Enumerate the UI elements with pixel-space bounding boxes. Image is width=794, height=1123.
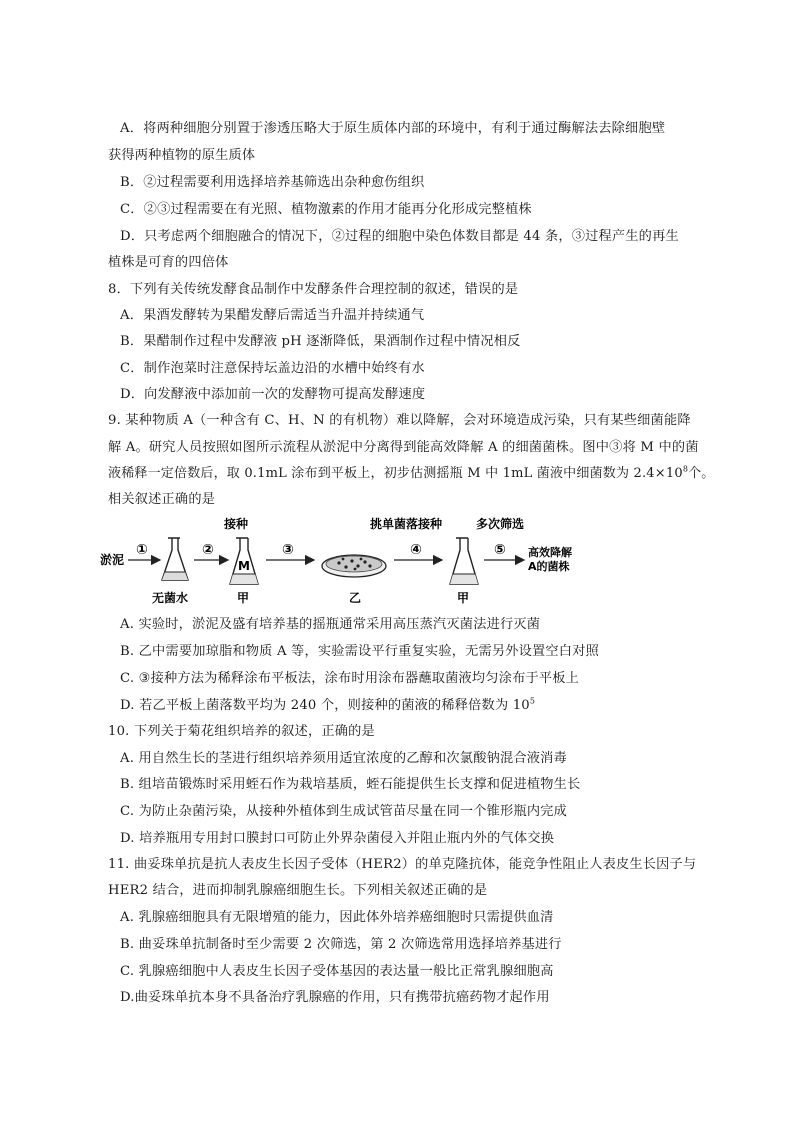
- q10-option-d: D. 培养瓶用专用封口膜封口可防止外界杂菌侵入并阻止瓶内外的气体交换: [120, 831, 555, 846]
- label-yi: 乙: [349, 591, 362, 605]
- q7-option-c: C．②③过程需要在有光照、植物激素的作用才能再分化形成完整植株: [120, 202, 532, 217]
- q11-option-c: C. 乳腺癌细胞中人表皮生长因子受体基因的表达量一般比正常乳腺细胞高: [120, 964, 554, 979]
- q10-option-b: B. 组培苗锻炼时采用蛭石作为栽培基质，蛭石能提供生长支撑和促进植物生长: [120, 777, 581, 792]
- label-sterile-water: 无菌水: [152, 591, 189, 605]
- q11-stem-line2: HER2 结合，进而抑制乳腺癌细胞生长。下列相关叙述正确的是: [108, 883, 488, 898]
- q7-option-d-line2: 植株是可育的四倍体: [108, 255, 229, 270]
- label-inoculate: 接种: [224, 517, 249, 531]
- petri-dish-yi: [322, 555, 386, 577]
- q7-option-a-line1: A．将两种细胞分别置于渗透压略大于原生质体内部的环境中，有利于通过酶解法去除细胞壁: [120, 121, 666, 136]
- label-sludge: 淤泥: [100, 553, 125, 567]
- q10-option-a: A. 用自然生长的茎进行组织培养须用适宜浓度的乙醇和次氯酸钠混合液消毒: [120, 751, 567, 766]
- q9-option-d-text: D. 若乙平板上菌落数平均为 240 个，则接种的菌液的稀释倍数为 10: [120, 698, 530, 713]
- label-jia-1: 甲: [237, 591, 250, 605]
- step-1-marker: ①: [136, 542, 148, 558]
- q9-stem-line3-text: 液稀释一定倍数后，取 0.1mL 涂布到平板上，初步估测摇瓶 M 中 1mL 菌液中细菌数为 2.4×10: [108, 466, 683, 481]
- flask-jia-2: [450, 538, 478, 584]
- q9-stem-line3-end: 个。: [688, 466, 715, 481]
- q11-stem-line1: 11. 曲妥珠单抗是抗人表皮生长因子受体（HER2）的单克隆抗体，能竞争性阻止人表皮生长因子与: [108, 857, 697, 872]
- step-2-marker: ②: [202, 542, 214, 558]
- q9-option-b: B. 乙中需要加琼脂和物质 A 等，实验需设平行重复实验，无需另外设置空白对照: [120, 644, 599, 659]
- q9-flow-diagram: [96, 514, 736, 610]
- q9-option-d-exponent: 5: [529, 696, 536, 706]
- q9-option-d: [120, 697, 535, 715]
- q9-stem-line4: 相关叙述正确的是: [108, 492, 216, 507]
- q9-stem-line2: 解 A。研究人员按照如图所示流程从淤泥中分离得到能高效降解 A 的细菌菌株。图中③将 M 中的菌: [108, 440, 699, 455]
- q9-option-a: A. 实验时，淤泥及盛有培养基的摇瓶通常采用高压蒸汽灭菌法进行灭菌: [120, 617, 541, 632]
- q10-stem: 10. 下列关于菊花组织培养的叙述，正确的是: [108, 724, 375, 739]
- q8-option-c: C．制作泡菜时注意保持坛盖边沿的水槽中始终有水: [120, 361, 425, 376]
- step-5-marker: ⑤: [494, 542, 506, 558]
- q9-stem-line1: 9. 某种物质 A（一种含有 C、H、N 的有机物）难以降解，会对环境造成污染，只有某些细菌能降: [108, 413, 691, 428]
- q7-option-d-line1: D．只考虑两个细胞融合的情况下，②过程的细胞中染色体数目都是 44 条，③过程产生的再生: [120, 229, 679, 244]
- q11-option-b: B. 曲妥珠单抗制备时至少需要 2 次筛选，第 2 次筛选常用选择培养基进行: [120, 937, 562, 952]
- flask-sterile-water: [162, 538, 188, 580]
- q8-option-d: D．向发酵液中添加前一次的发酵物可提高发酵速度: [120, 387, 426, 402]
- q8-option-b: B．果醋制作过程中发酵液 pH 逐渐降低，果酒制作过程中情况相反: [120, 334, 521, 349]
- q11-option-d: D.曲妥珠单抗本身不具备治疗乳腺癌的作用，只有携带抗癌药物才起作用: [120, 990, 550, 1005]
- label-pick-colony: 挑单菌落接种: [370, 517, 443, 531]
- q9-option-c: C. ③接种方法为稀释涂布平板法，涂布时用涂布器蘸取菌液均匀涂布于平板上: [120, 671, 580, 686]
- step-4-marker: ④: [410, 542, 422, 558]
- q7-option-a-line2: 获得两种植物的原生质体: [108, 148, 256, 163]
- q7-option-b: B．②过程需要利用选择培养基筛选出杂种愈伤组织: [120, 175, 425, 190]
- label-result-line1: 高效降解: [528, 546, 572, 559]
- step-3-marker: ③: [282, 542, 294, 558]
- label-jia-2: 甲: [457, 591, 470, 605]
- q10-option-c: C. 为防止杂菌污染，从接种外植体到生成试管苗尽量在同一个锥形瓶内完成: [120, 804, 568, 819]
- q8-option-a: A．果酒发酵转为果醋发酵后需适当升温并持续通气: [120, 308, 425, 323]
- q11-option-a: A. 乳腺癌细胞具有无限增殖的能力，因此体外培养癌细胞时只需提供血清: [120, 910, 554, 925]
- q9-exponent: 8: [682, 464, 689, 474]
- label-result-line2: A的菌株: [528, 560, 570, 573]
- q8-stem: 8．下列有关传统发酵食品制作中发酵条件合理控制的叙述，错误的是: [108, 282, 519, 297]
- label-flask-m: M: [238, 559, 250, 573]
- label-multiple-screening: 多次筛选: [476, 517, 525, 531]
- q9-stem-line3: [108, 465, 715, 483]
